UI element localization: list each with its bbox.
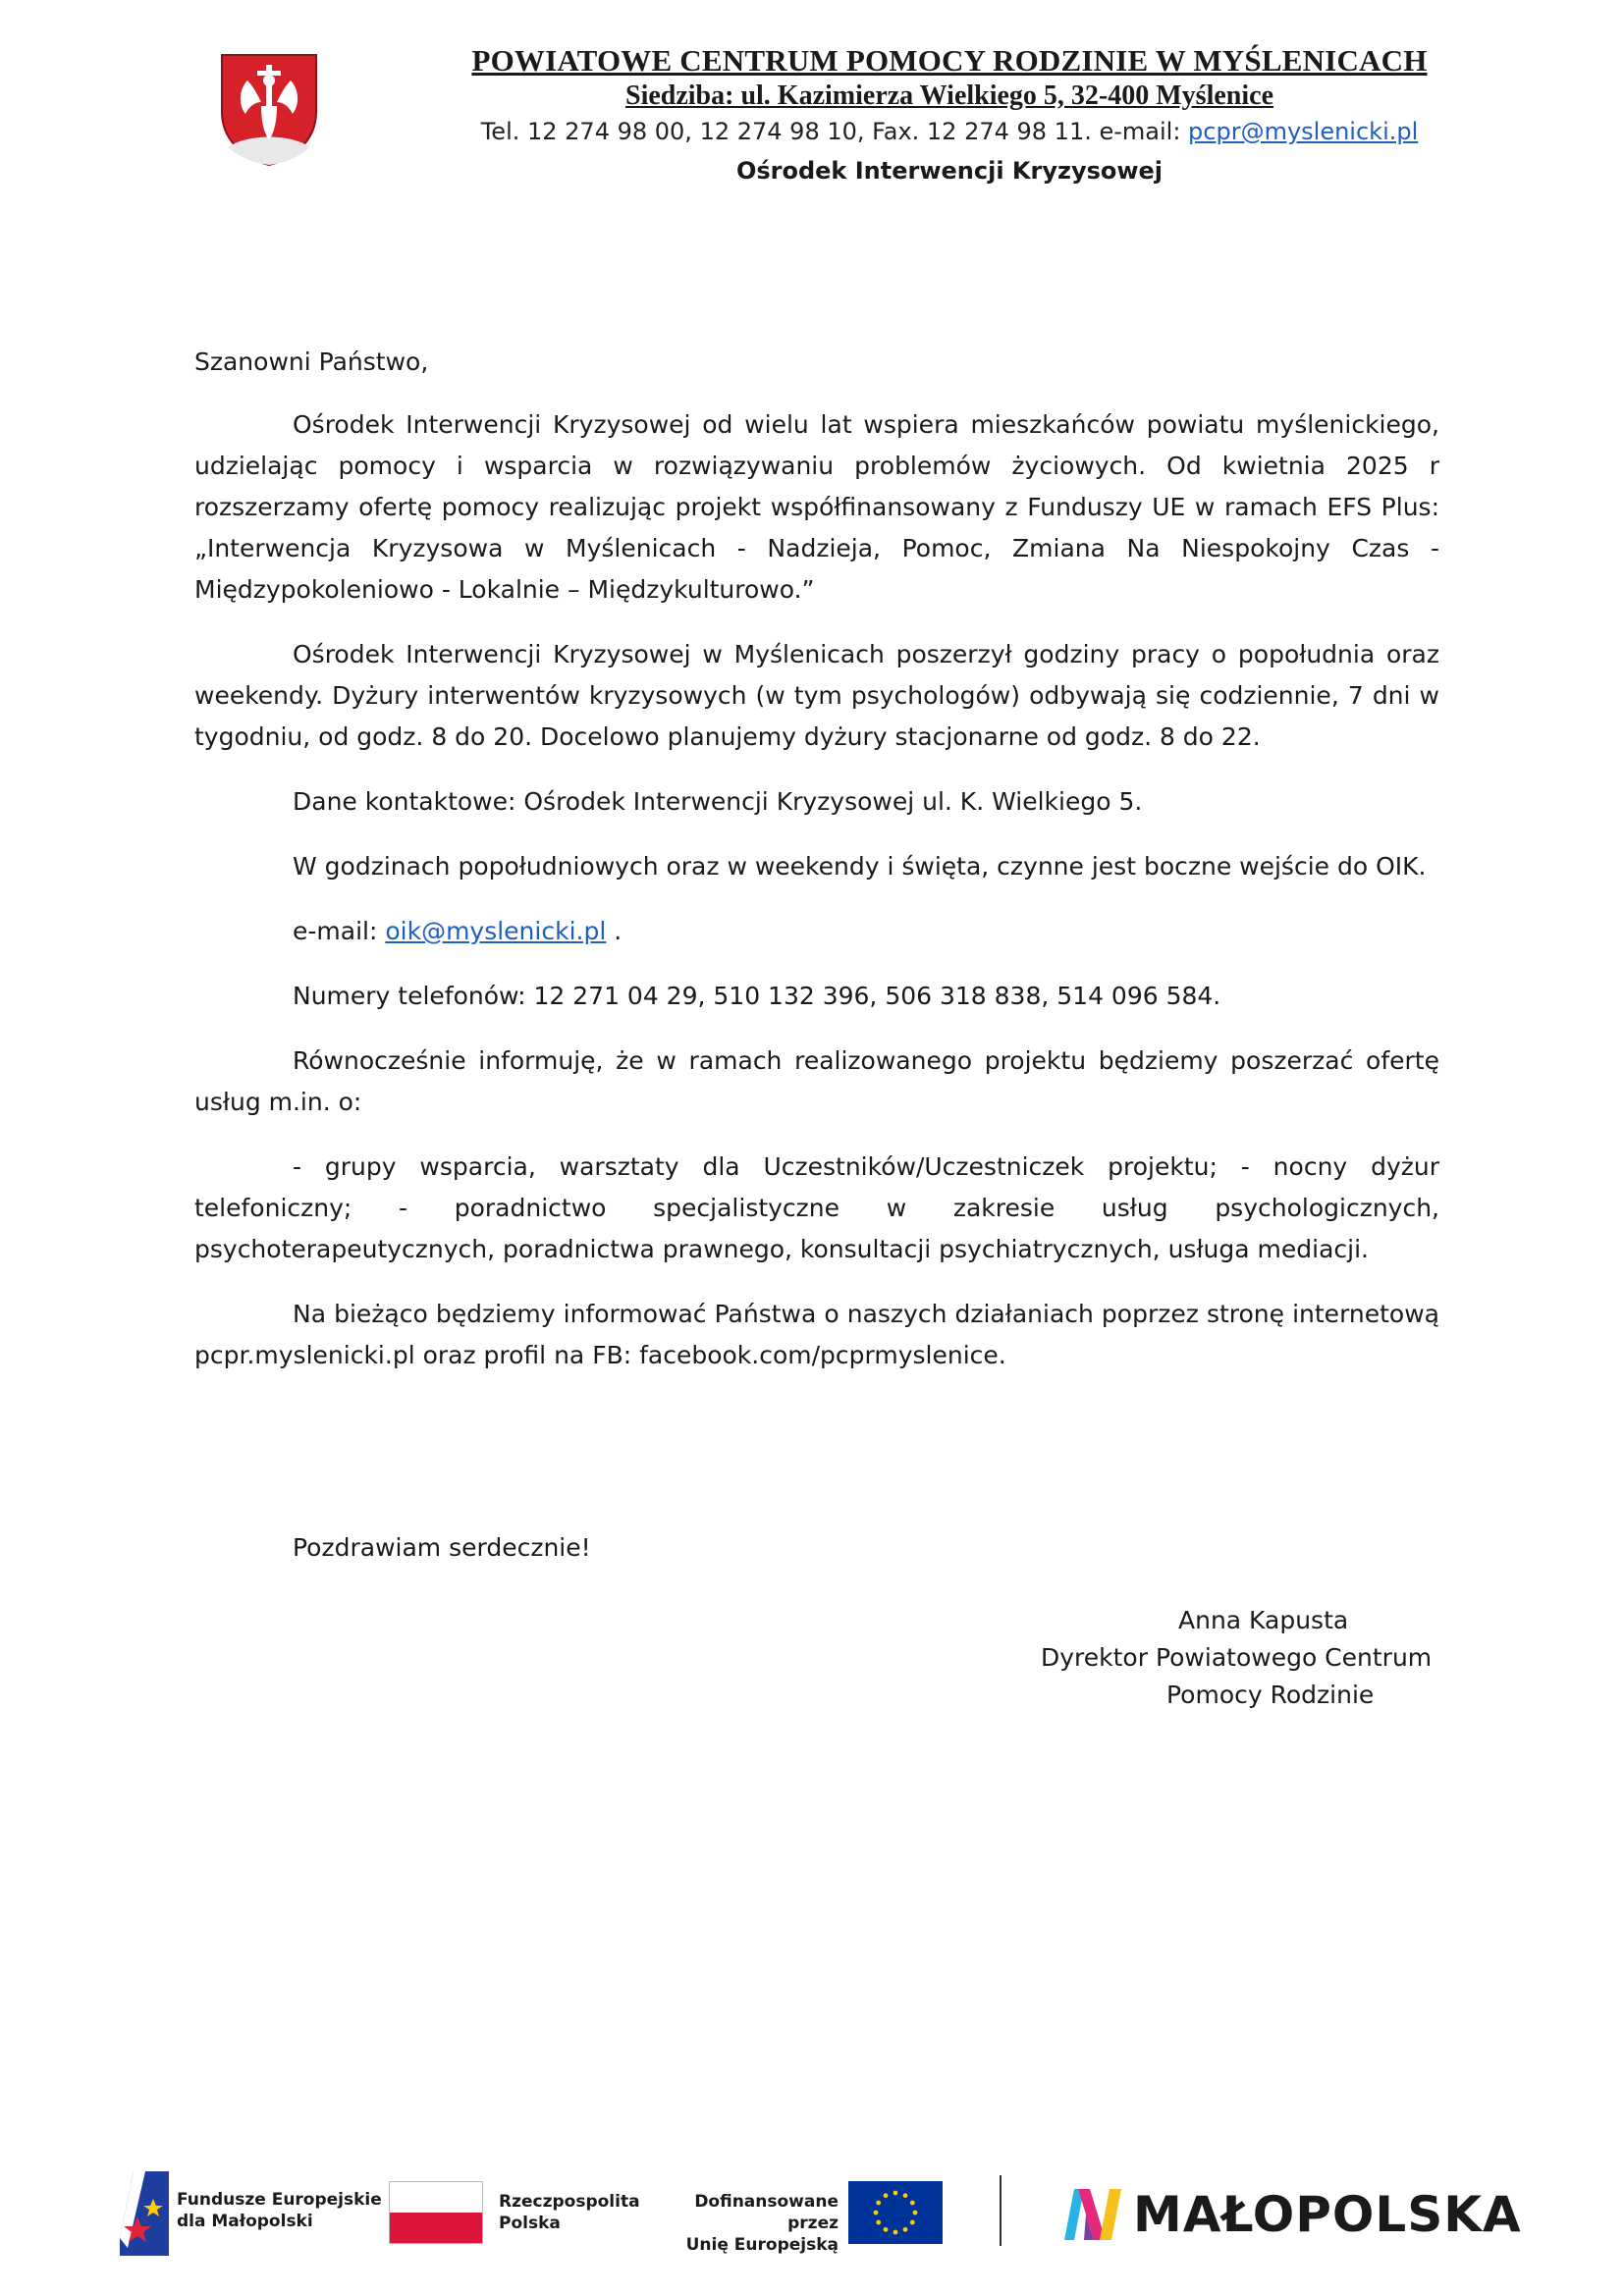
paragraph-services: - grupy wsparcia, warsztaty dla Uczestników/Uczestniczek projektu; - nocny dyżur telefoniczny; - poradnictwo specjalistyczne w zakresie usług psychologicznych, psychoterapeutycznych, poradnictwa prawnego, konsultacji psychiatrycznych, usługa mediacji. bbox=[194, 1152, 1439, 1263]
eu-line1: Dofinansowane przez bbox=[694, 2192, 839, 2233]
eu-star-icon bbox=[903, 2193, 908, 2198]
eu-star-icon bbox=[884, 2227, 889, 2232]
funding-logos-bar bbox=[0, 2160, 1624, 2268]
pl-line2: Polska bbox=[499, 2214, 561, 2233]
rzeczpospolita-text bbox=[499, 2191, 640, 2234]
eu-line2: Unię Europejską bbox=[685, 2235, 839, 2255]
paragraph-contact: Dane kontaktowe: Ośrodek Interwencji Kryzysowej ul. K. Wielkiego 5. bbox=[293, 787, 1143, 816]
eu-star-icon bbox=[893, 2230, 898, 2235]
fundusze-europejskie-text bbox=[177, 2189, 382, 2232]
poland-flag-icon bbox=[389, 2181, 483, 2244]
eu-star-icon bbox=[884, 2193, 889, 2198]
contact-phones: Tel. 12 274 98 00, 12 274 98 10, Fax. 12 274 98 11. e-mail: bbox=[480, 118, 1189, 145]
letter-body bbox=[194, 342, 1439, 1400]
pl-line1: Rzeczpospolita bbox=[499, 2192, 640, 2212]
closing: Pozdrawiam serdecznie! bbox=[293, 1533, 591, 1562]
footer-divider bbox=[1000, 2175, 1001, 2246]
malopolska-logo-icon bbox=[1060, 2185, 1125, 2242]
email-suffix: . bbox=[606, 917, 623, 945]
malopolska-wordmark: MAŁOPOLSKA bbox=[1133, 2186, 1522, 2243]
eu-cofinancing-text bbox=[656, 2191, 839, 2256]
greeting: Szanowni Państwo, bbox=[194, 347, 429, 376]
eu-star-icon bbox=[876, 2201, 881, 2206]
signature-block bbox=[1041, 1602, 1439, 1714]
eu-star-icon bbox=[903, 2227, 908, 2232]
fe-line1: Fundusze Europejskie bbox=[177, 2190, 382, 2210]
eu-star-icon bbox=[910, 2201, 915, 2206]
paragraph-hours: Ośrodek Interwencji Kryzysowej w Myślenicach poszerzył godziny pracy o popołudnia oraz weekendy. Dyżury interwentów kryzysowych (w tym psychologów) odbywają się codziennie, 7 dni w tygodniu, od godz. 8 do 20. Docelowo planujemy dyżury stacjonarne od godz. 8 do 22. bbox=[194, 640, 1439, 751]
eu-star-icon bbox=[913, 2211, 918, 2216]
eu-star-icon bbox=[876, 2220, 881, 2225]
institution-name: POWIATOWE CENTRUM POMOCY RODZINIE W MYŚLENICACH bbox=[471, 43, 1428, 78]
eu-star-icon bbox=[874, 2211, 879, 2216]
eu-star-icon bbox=[910, 2220, 915, 2225]
signature-title-line2: Pomocy Rodzinie bbox=[1166, 1681, 1375, 1709]
paragraph-entrance: W godzinach popołudniowych oraz w weekendy i święta, czynne jest boczne wejście do OIK. bbox=[293, 852, 1427, 881]
paragraph-website: Na bieżąco będziemy informować Państwa o naszych działaniach poprzez stronę internetową pcpr.myslenicki.pl oraz profil na FB: facebook.com/pcprmyslenice. bbox=[194, 1300, 1439, 1369]
paragraph-email bbox=[194, 911, 1439, 952]
fundusze-europejskie-logo bbox=[116, 2169, 171, 2258]
paragraph-project: Ośrodek Interwencji Kryzysowej od wielu lat wspiera mieszkańców powiatu myślenickiego, udzielając pomocy i wsparcia w rozwiązywaniu problemów życiowych. Od kwietnia 2025 r rozszerzamy ofertę pomocy realizując projekt współfinansowany z Funduszy UE w ramach EFS Plus: „Interwencja Kryzysowa w Myślenicach - Nadzieja, Pomoc, Zmiana Na Niespokojny Czas - Międzypokoleniowo - Lokalnie – Międzykulturowo.” bbox=[194, 410, 1439, 604]
signature-title-line1: Dyrektor Powiatowego Centrum bbox=[1041, 1643, 1433, 1672]
eu-star-icon bbox=[893, 2191, 898, 2196]
paragraph-phones: Numery telefonów: 12 271 04 29, 510 132 396, 506 318 838, 514 096 584. bbox=[293, 982, 1221, 1010]
header-email-link[interactable]: pcpr@myslenicki.pl bbox=[1188, 118, 1419, 145]
institution-address: Siedziba: ul. Kazimierza Wielkiego 5, 32-400 Myślenice bbox=[625, 80, 1273, 111]
paragraph-offer: Równocześnie informuję, że w ramach realizowanego projektu będziemy poszerzać ofertę usług m.in. o: bbox=[194, 1046, 1439, 1116]
eu-flag-icon bbox=[848, 2181, 943, 2244]
fe-line2: dla Małopolski bbox=[177, 2212, 313, 2231]
email-label: e-mail: bbox=[293, 917, 386, 945]
unit-name: Ośrodek Interwencji Kryzysowej bbox=[735, 157, 1164, 185]
signature-name: Anna Kapusta bbox=[1178, 1606, 1349, 1634]
institution-contact bbox=[0, 118, 1624, 145]
oik-email-link[interactable]: oik@myslenicki.pl bbox=[385, 917, 607, 945]
